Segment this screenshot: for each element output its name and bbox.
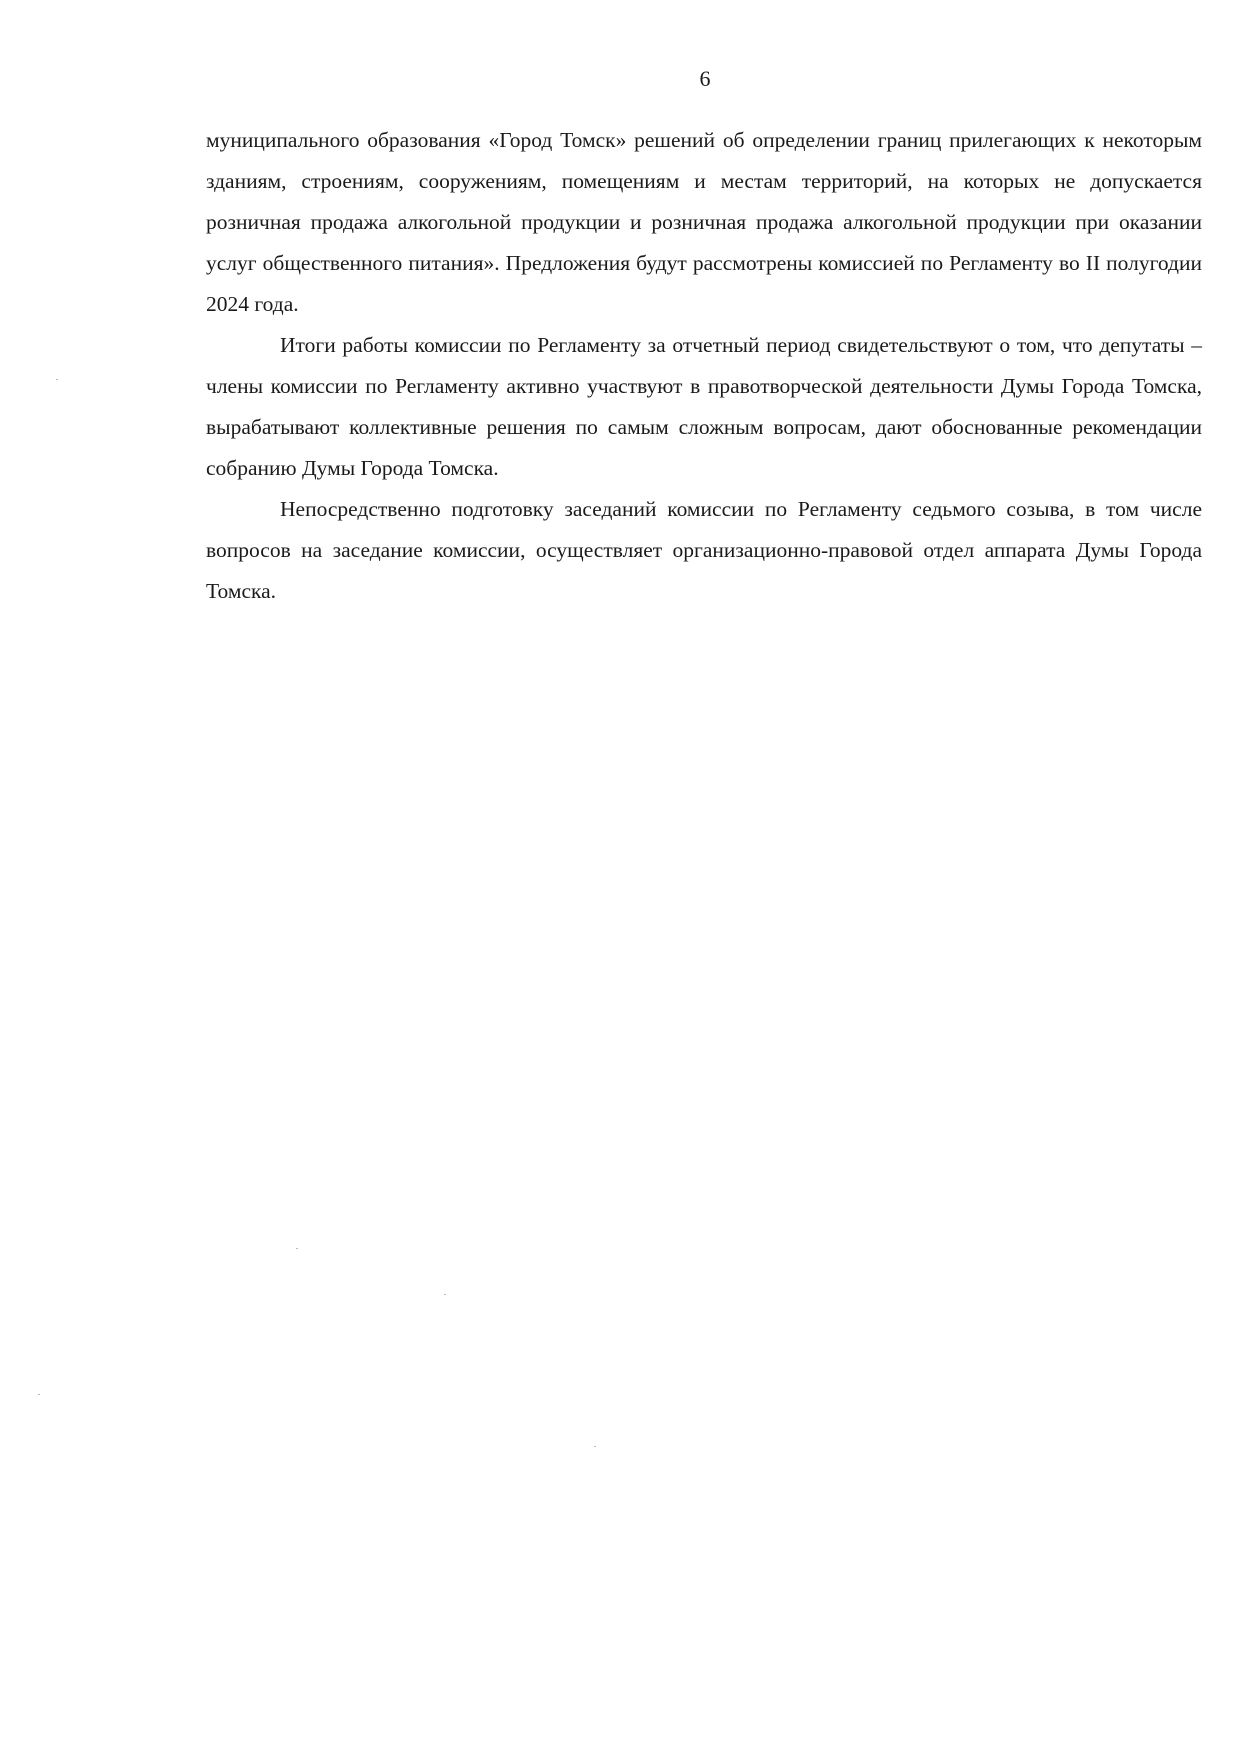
paragraph-meeting-preparation: Непосредственно подготовку заседаний комиссии по Регламенту седьмого созыва, в том числе вопросов на заседание комиссии, осуществляет организационно-правовой отдел аппарата Думы Города Томска. (206, 497, 1202, 603)
scan-speck (38, 1394, 40, 1395)
paragraph-continuation: муниципального образования «Город Томск» решений об определении границ прилегающих к некоторым зданиям, строениям, сооружениям, помещениям и местам территорий, на которых не допускается розничная продажа алкогольной продукции и розничная продажа алкогольной продукции при оказании услуг общественного питания». Предложения будут рассмотрены комиссией по Регламенту во II полугодии 2024 года. (206, 128, 1202, 316)
scan-speck (444, 1294, 446, 1295)
document-body (206, 120, 1202, 612)
scan-speck (56, 379, 58, 380)
scan-speck (296, 1248, 298, 1249)
page-number: 6 (699, 66, 711, 91)
paragraph-commission-results: Итоги работы комиссии по Регламенту за отчетный период свидетельствуют о том, что депутаты – члены комиссии по Регламенту активно участвуют в правотворческой деятельности Думы Города Томска, вырабатывают коллективные решения по самым сложным вопросам, дают обоснованные рекомендации собранию Думы Города Томска. (206, 333, 1202, 480)
scan-speck (594, 1446, 596, 1447)
